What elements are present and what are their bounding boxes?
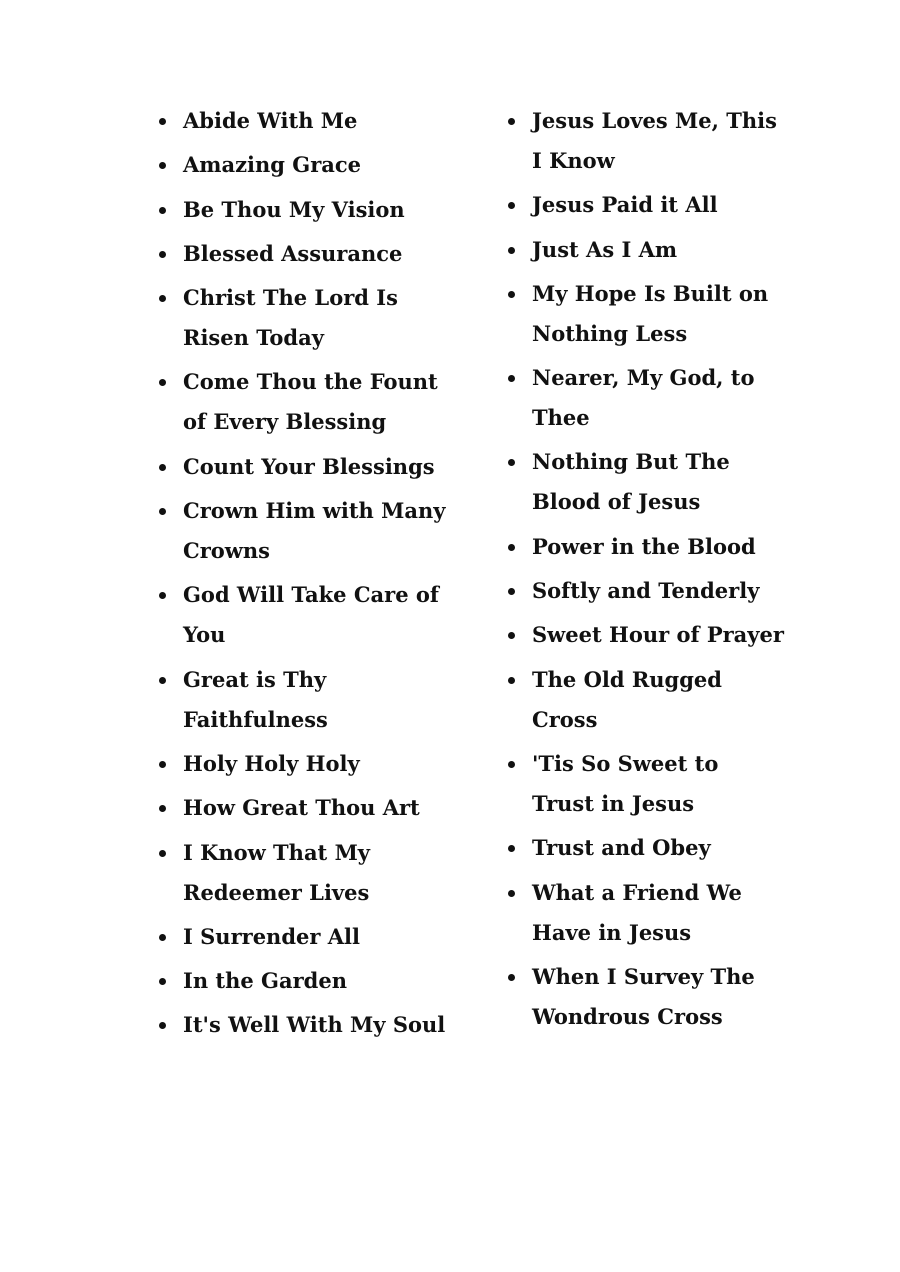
bullet-icon xyxy=(159,295,166,302)
bullet-icon xyxy=(159,118,166,125)
bullet-icon xyxy=(159,677,166,684)
hymn-list-item xyxy=(183,145,448,185)
hymn-title: Jesus Loves Me, This I Know xyxy=(532,108,777,173)
bullet-icon xyxy=(508,632,515,639)
bullet-icon xyxy=(159,1022,166,1029)
hymn-list-item xyxy=(183,190,448,230)
bullet-icon xyxy=(159,508,166,515)
hymn-list-item xyxy=(183,362,448,442)
hymn-list-item xyxy=(183,101,448,141)
bullet-icon xyxy=(508,845,515,852)
bullet-icon xyxy=(508,761,515,768)
hymn-list-item xyxy=(183,788,448,828)
hymn-title: Count Your Blessings xyxy=(183,453,435,479)
hymn-title: Nearer, My God, to Thee xyxy=(532,365,755,431)
hymn-title: It's Well With My Soul xyxy=(183,1012,446,1038)
hymn-list-item xyxy=(532,442,787,522)
bullet-icon xyxy=(159,162,166,169)
bullet-icon xyxy=(508,247,515,254)
hymn-title: Come Thou the Fount of Every Blessing xyxy=(183,369,438,435)
hymn-list-item xyxy=(532,744,787,824)
bullet-icon xyxy=(508,588,515,595)
hymn-title: I Know That My Redeemer Lives xyxy=(183,839,371,905)
hymn-title: Just As I Am xyxy=(532,236,678,262)
hymn-title: My Hope Is Built on Nothing Less xyxy=(532,280,769,346)
hymn-list-item xyxy=(532,571,787,611)
bullet-icon xyxy=(159,934,166,941)
hymn-list-item xyxy=(183,660,448,740)
hymn-title: Christ The Lord Is Risen Today xyxy=(183,285,398,351)
hymn-title: The Old Rugged Cross xyxy=(532,666,722,732)
hymn-list-right-column xyxy=(532,101,787,1041)
hymn-title: 'Tis So Sweet to Trust in Jesus xyxy=(532,750,719,816)
hymn-title: Jesus Paid it All xyxy=(532,192,718,218)
hymn-title: I Surrender All xyxy=(183,923,360,949)
hymn-list-item xyxy=(183,278,448,358)
hymn-title: What a Friend We Have in Jesus xyxy=(532,879,742,945)
hymn-list-item xyxy=(532,230,787,270)
bullet-icon xyxy=(508,677,515,684)
bullet-icon xyxy=(508,118,515,125)
bullet-icon xyxy=(508,291,515,298)
hymn-list-item xyxy=(183,744,448,784)
hymn-list-item xyxy=(532,274,787,354)
hymn-title: Abide With Me xyxy=(183,108,358,133)
hymn-title: Crown Him with Many Crowns xyxy=(183,498,446,564)
bullet-icon xyxy=(159,978,166,985)
hymn-list-item xyxy=(532,615,787,655)
hymn-title: Nothing But The Blood of Jesus xyxy=(532,449,730,515)
hymn-title: Amazing Grace xyxy=(183,152,362,178)
bullet-icon xyxy=(159,207,166,214)
hymn-title: Trust and Obey xyxy=(532,835,711,861)
bullet-icon xyxy=(508,890,515,897)
hymn-list-item xyxy=(183,1005,448,1045)
bullet-icon xyxy=(159,592,166,599)
hymn-title: When I Survey The Wondrous Cross xyxy=(532,963,755,1029)
bullet-icon xyxy=(508,974,515,981)
hymn-list-item xyxy=(183,917,448,957)
hymn-list-item xyxy=(532,527,787,567)
hymn-title: Sweet Hour of Prayer xyxy=(532,622,784,648)
hymn-title: Blessed Assurance xyxy=(183,240,403,266)
hymn-list-item xyxy=(183,234,448,274)
bullet-icon xyxy=(159,805,166,812)
bullet-icon xyxy=(159,251,166,258)
hymn-list-item xyxy=(183,961,448,1001)
hymn-list-left-column xyxy=(183,101,448,1050)
hymn-list-item xyxy=(532,358,787,438)
hymn-title: How Great Thou Art xyxy=(183,795,420,821)
bullet-icon xyxy=(159,850,166,857)
hymn-list-item xyxy=(532,828,787,868)
bullet-icon xyxy=(508,375,515,382)
hymn-list-item xyxy=(183,491,448,571)
hymn-title: Softly and Tenderly xyxy=(532,578,760,604)
hymn-list-item xyxy=(183,833,448,913)
bullet-icon xyxy=(159,761,166,768)
hymn-list-item xyxy=(532,185,787,225)
hymn-title: Power in the Blood xyxy=(532,533,756,559)
hymn-list-item xyxy=(532,957,787,1037)
bullet-icon xyxy=(159,464,166,471)
bullet-icon xyxy=(508,544,515,551)
hymn-list-item xyxy=(532,101,787,181)
hymn-list-item xyxy=(183,447,448,487)
hymn-title: God Will Take Care of You xyxy=(183,582,439,648)
hymn-list-item xyxy=(532,660,787,740)
hymn-title: Be Thou My Vision xyxy=(183,196,405,222)
hymn-title: Great is Thy Faithfulness xyxy=(183,666,328,732)
bullet-icon xyxy=(508,459,515,466)
bullet-icon xyxy=(159,379,166,386)
hymn-title: In the Garden xyxy=(183,968,347,994)
bullet-icon xyxy=(508,202,515,209)
hymn-list-item xyxy=(183,575,448,655)
hymn-title: Holy Holy Holy xyxy=(183,750,360,776)
hymn-list-item xyxy=(532,873,787,953)
